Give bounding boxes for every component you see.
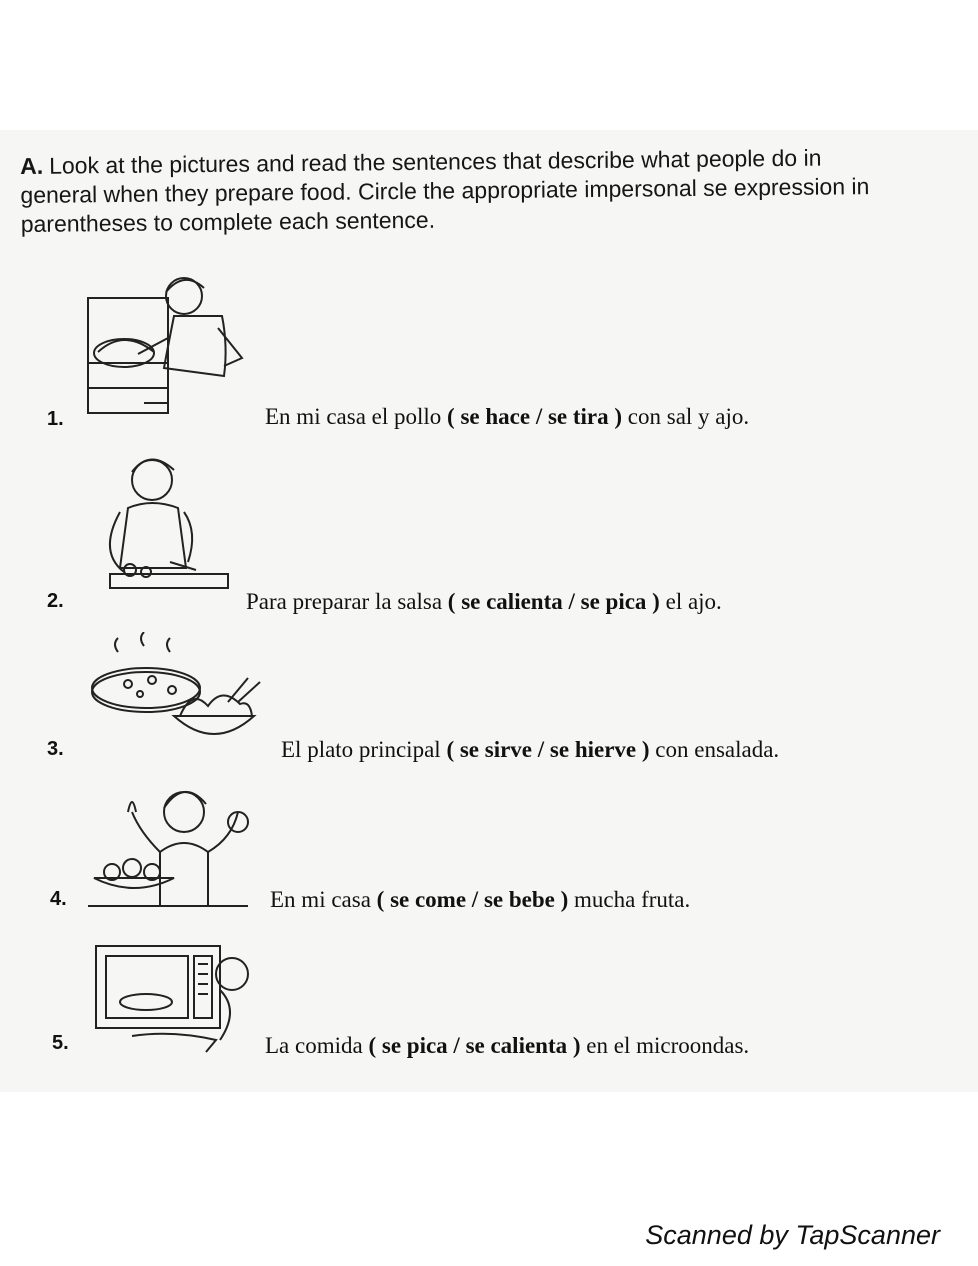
item-sentence (270, 887, 690, 913)
sentence-end: con sal y ajo. (627, 404, 750, 429)
oven-roast-chicken-illustration (84, 268, 256, 418)
instructions-line-1: Look at the pictures and read the sentences that describe what people do in (49, 144, 822, 179)
answer-choices[interactable]: ( se hace / se tira ) (447, 404, 623, 429)
scanner-watermark: Scanned by TapScanner (645, 1220, 940, 1250)
item-sentence (265, 404, 749, 430)
item-number: 2. (47, 590, 64, 612)
sentence-start: En mi casa (270, 887, 371, 912)
item-number: 1. (47, 408, 64, 430)
answer-choices[interactable]: ( se come / se bebe ) (376, 887, 569, 912)
item-sentence (265, 1033, 749, 1059)
item-number: 5. (52, 1032, 69, 1054)
microwave-illustration (92, 940, 252, 1055)
sentence-start: En mi casa el pollo (265, 404, 442, 429)
pizza-and-salad-illustration (88, 632, 263, 754)
answer-choices[interactable]: ( se sirve / se hierve ) (446, 737, 650, 762)
sentence-start: La comida (265, 1033, 363, 1058)
answer-choices[interactable]: ( se calienta / se pica ) (447, 589, 660, 614)
sentence-end: en el microondas. (586, 1033, 750, 1058)
item-number: 4. (50, 888, 67, 910)
section-label: A. (20, 152, 44, 179)
sentence-end: mucha fruta. (574, 887, 691, 912)
answer-choices[interactable]: ( se pica / se calienta ) (368, 1033, 581, 1058)
instructions-line-3: parentheses to complete each sentence. (20, 206, 436, 237)
sentence-start: El plato principal (281, 737, 441, 762)
item-sentence (281, 737, 779, 763)
sentence-end: el ajo. (665, 589, 722, 614)
instructions-line-2: general when they prepare food. Circle the appropriate impersonal se expression in (20, 173, 870, 208)
item-number: 3. (47, 738, 64, 760)
instructions (20, 142, 966, 239)
sentence-end: con ensalada. (655, 737, 780, 762)
item-sentence (246, 589, 722, 615)
eating-fruit-illustration (88, 782, 253, 910)
sentence-start: Para preparar la salsa (246, 589, 443, 614)
chopping-garlic-illustration (100, 452, 235, 602)
